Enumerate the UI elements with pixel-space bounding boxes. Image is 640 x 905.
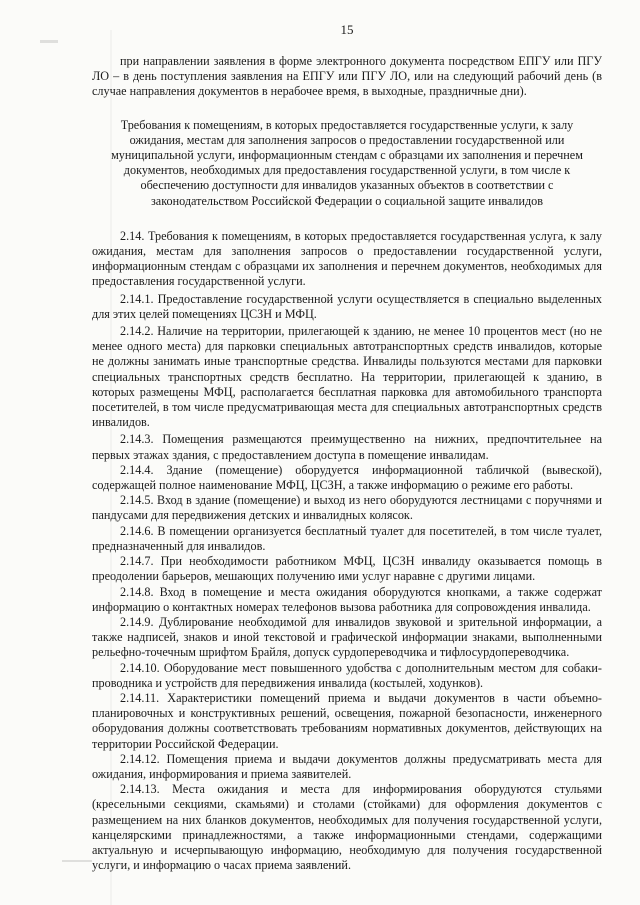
paragraph-2-14-9: 2.14.9. Дублирование необходимой для инвалидов звуковой и зрительной информации, а также надписей, знаков и иной текстовой и графической информации знаками, выполненными рельефно-точечным шрифтом Брайля, допуск сурдопереводчика и тифлосурдопереводчика. bbox=[92, 614, 602, 660]
scan-artifact bbox=[110, 30, 112, 905]
paragraph-2-14-4: 2.14.4. Здание (помещение) оборудуется информационной табличкой (вывеской), содержащей полное наименование МФЦ, ЦСЗН, а также информацию о режиме его работы. bbox=[92, 462, 602, 493]
paragraph-2-14-12: 2.14.12. Помещения приема и выдачи документов должны предусматривать места для ожидания, информирования и приема заявителей. bbox=[92, 751, 602, 781]
paragraph-2-14-1: 2.14.1. Предоставление государственной услуги осуществляется в специально выделенных для этих целей помещениях ЦСЗН и МФЦ. bbox=[92, 291, 602, 321]
paragraph-2-14: 2.14. Требования к помещениям, в которых предоставляется государственная услуга, к залу ожидания, местам для заполнения запросов о предоставлении государственной услуги, информационным стендам с образцами их заполнения и перечнем документов, необходимых для предоставления государственной услуги. bbox=[92, 228, 602, 289]
paragraph-2-14-3: 2.14.3. Помещения размещаются преимущественно на нижних, предпочтительнее на первых этажах здания, с предоставлением доступа в помещение инвалидам. bbox=[92, 432, 602, 462]
paragraph-2-14-6: 2.14.6. В помещении организуется бесплатный туалет для посетителей, в том числе туалет, предназначенный для инвалидов. bbox=[92, 523, 602, 553]
scan-artifact bbox=[62, 860, 92, 862]
paragraph-2-14-7: 2.14.7. При необходимости работником МФЦ, ЦСЗН инвалиду оказывается помощь в преодолении барьеров, мешающих получению ими услуг наравне с другими лицами. bbox=[92, 554, 602, 584]
paragraph-2-14-13: 2.14.13. Места ожидания и места для информирования оборудуются стульями (кресельными секциями, скамьями) и столами (стойками) для оформления документов с размещением на них бланков документов, необходимых для получения государственной услуги, канцелярскими принадлежностями, а также информационными стендами, содержащими актуальную и исчерпывающую информацию, необходимую для получения государственной услуги, и информацию о часах приема заявлений. bbox=[92, 782, 602, 873]
paragraph-2-14-2: 2.14.2. Наличие на территории, прилегающей к зданию, не менее 10 процентов мест (но не менее одного места) для парковки специальных автотранспортных средств инвалидов, которые не должны занимать иные транспортные средства. Инвалиды пользуются местами для парковки специальных транспортных средств бесплатно. На территории, прилегающей к зданию, в которых размещены МФЦ, располагается бесплатная парковка для автомобильного транспорта посетителей, в том числе предусматривающая места для специальных автотранспортных средств инвалидов. bbox=[92, 324, 602, 430]
paragraph-2-14-5: 2.14.5. Вход в здание (помещение) и выход из него оборудуются лестницами с поручнями и пандусами для передвижения детских и инвалидных колясок. bbox=[92, 493, 602, 523]
paragraph-2-14-11: 2.14.11. Характеристики помещений приема и выдачи документов в части объемно-планировочных и конструктивных решений, освещения, пожарной безопасности, инженерного оборудования должны соответствовать требованиям нормативных документов, действующих на территории Российской Федерации. bbox=[92, 690, 602, 751]
page-number: 15 bbox=[340, 22, 354, 37]
paragraph-2-14-10: 2.14.10. Оборудование мест повышенного удобства с дополнительным местом для собаки-проводника и устройств для передвижения инвалида (костылей, ходунков). bbox=[92, 660, 602, 690]
paragraph-2-14-8: 2.14.8. Вход в помещение и места ожидания оборудуются кнопками, а также содержат информацию о контактных номерах телефонов вызова работника для сопровождения инвалида. bbox=[92, 584, 602, 614]
scan-artifact bbox=[40, 40, 58, 43]
intro-paragraph: при направлении заявления в форме электронного документа посредством ЕПГУ или ПГУ ЛО – в день поступления заявления на ЕПГУ или ПГУ ЛО, или на следующий рабочий день (в случае направления документов в нерабочее время, в выходные, праздничные дни). bbox=[92, 54, 602, 99]
section-heading: Требования к помещениям, в которых предоставляется государственные услуги, к залу ожидания, местам для заполнения запросов о предоставлении государственной или муниципальной услуги, информационным стендам с образцами их заполнения и перечнем документов, необходимых для предоставления государственной услуги, в том числе к обеспечению доступности для инвалидов указанных объектов в соответствии с законодательством Российской Федерации о социальной защите инвалидов bbox=[111, 117, 583, 208]
